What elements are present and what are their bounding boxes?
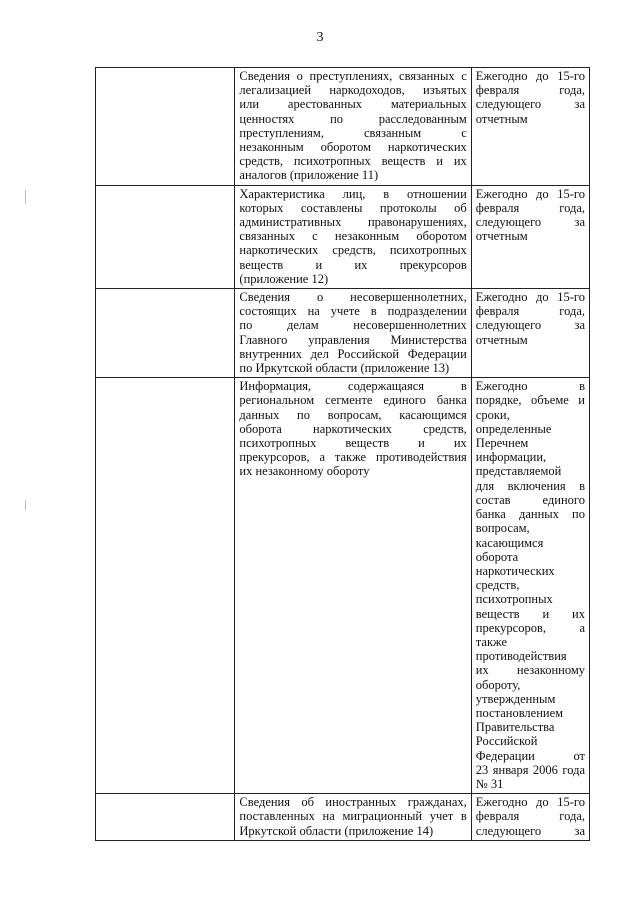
deadline-line: определенные: [475, 421, 552, 436]
deadline-line: № 31: [475, 776, 504, 791]
deadline-line: обороту,: [475, 677, 521, 692]
table-row: [96, 378, 590, 794]
deadline-line: касающимся: [475, 535, 544, 550]
description-line: веществ и их прекурсоров: [239, 257, 467, 272]
deadline-cell: [471, 68, 589, 186]
description-line: их незаконному обороту: [239, 464, 370, 479]
description-line: ценностях по расследованным: [239, 111, 467, 126]
description-cell: [235, 289, 471, 378]
deadline-line: наркотических: [475, 563, 555, 578]
description-line: связанных с незаконным оборотом: [239, 229, 467, 244]
description-line: Сведения о несовершеннолетних,: [239, 290, 467, 305]
deadline-line: утвержденным: [475, 691, 556, 706]
description-line: (приложение 12): [239, 271, 329, 286]
description-line: по делам несовершеннолетних: [239, 318, 467, 333]
reports-table: [95, 67, 590, 841]
margin-mark: [25, 500, 26, 510]
deadline-line: февраля года,: [475, 304, 585, 319]
deadline-line: Перечнем: [475, 436, 529, 451]
description-line: или арестованных материальных: [239, 97, 467, 112]
deadline-line: также: [475, 634, 508, 649]
deadline-line: февраля года,: [475, 809, 585, 824]
page-number: 3: [316, 30, 324, 45]
deadline-line: отчетным: [475, 229, 528, 244]
deadline-line: состав единого: [475, 492, 585, 507]
deadline-line: следующего за: [475, 318, 585, 333]
description-cell: [235, 68, 471, 186]
deadline-line: оборота: [475, 549, 519, 564]
deadline-line: банка данных по: [475, 507, 585, 522]
description-line: региональном сегменте единого банка: [239, 393, 467, 408]
deadline-line: отчетным: [475, 111, 528, 126]
description-line: Информация, содержащаяся в: [239, 379, 467, 394]
description-line: наркотических средств, психотропных: [239, 243, 467, 258]
description-line: Главного управления Министерства: [239, 332, 467, 347]
deadline-cell: [471, 794, 589, 841]
deadline-line: Российской: [475, 734, 538, 749]
description-line: Иркутской области (приложение 14): [239, 823, 434, 838]
description-cell: [235, 185, 471, 288]
description-line: внутренних дел Российской Федерации: [239, 346, 467, 361]
deadline-line: их незаконному: [475, 663, 585, 678]
empty-cell: [96, 794, 235, 841]
description-line: Сведения об иностранных гражданах,: [239, 795, 467, 810]
description-line: оборота наркотических средств,: [239, 421, 467, 436]
description-cell: [235, 794, 471, 841]
margin-mark: [25, 190, 26, 204]
deadline-line: Федерации от: [475, 748, 585, 763]
deadline-line: информации,: [475, 450, 547, 465]
description-line: Сведения о преступлениях, связанных с: [239, 69, 467, 83]
description-line: по Иркутской области (приложение 13): [239, 361, 450, 376]
deadline-line: Ежегодно в: [475, 379, 585, 394]
description-cell: [235, 378, 471, 794]
description-line: преступлениям, связанным с: [239, 125, 467, 140]
deadline-line: Ежегодно до 15-го: [475, 290, 585, 305]
description-line: незаконным оборотом наркотических: [239, 140, 467, 155]
deadline-line: Правительства: [475, 720, 555, 735]
description-line: прекурсоров, а также противодействия: [239, 450, 467, 465]
description-line: административных правонарушениях,: [239, 215, 467, 230]
deadline-line: веществ и их: [475, 606, 585, 621]
description-line: поставленных на миграционный учет в: [239, 809, 467, 824]
deadline-line: Ежегодно до 15-го: [475, 186, 585, 201]
deadline-cell: [471, 185, 589, 288]
deadline-line: вопросам,: [475, 521, 530, 536]
deadline-line: психотропных: [475, 592, 553, 607]
description-line: психотропных веществ и их: [239, 436, 467, 451]
empty-cell: [96, 289, 235, 378]
deadline-line: противодействия: [475, 649, 567, 664]
deadline-line: Ежегодно до 15-го: [475, 69, 585, 83]
empty-cell: [96, 185, 235, 288]
deadline-cell: [471, 378, 589, 794]
deadline-line: средств,: [475, 578, 520, 593]
description-line: состоящих на учете в подразделении: [239, 304, 467, 319]
empty-cell: [96, 68, 235, 186]
table-row: [96, 289, 590, 378]
deadline-line: следующего за: [475, 823, 585, 838]
description-line: средств, психотропных веществ и их: [239, 154, 467, 169]
deadline-line: представляемой: [475, 464, 562, 479]
deadline-line: февраля года,: [475, 83, 585, 98]
deadline-line: Ежегодно до 15-го: [475, 795, 585, 810]
deadline-line: февраля года,: [475, 200, 585, 215]
table-row: [96, 185, 590, 288]
description-line: аналогов (приложение 11): [239, 168, 379, 183]
deadline-line: порядке, объеме и: [475, 393, 585, 408]
description-line: данных по вопросам, касающимся: [239, 407, 467, 422]
table-row: [96, 794, 590, 841]
deadline-line: 23 января 2006 года: [475, 762, 585, 777]
deadline-line: следующего за: [475, 215, 585, 230]
deadline-line: сроки,: [475, 407, 510, 422]
deadline-line: следующего за: [475, 97, 585, 112]
description-line: которых составлены протоколы об: [239, 200, 467, 215]
deadline-cell: [471, 289, 589, 378]
empty-cell: [96, 378, 235, 794]
table-row: [96, 68, 590, 186]
deadline-line: постановлением: [475, 705, 564, 720]
description-line: Характеристика лиц, в отношении: [239, 186, 467, 201]
deadline-line: прекурсоров, а: [475, 620, 585, 635]
description-line: легализацией наркодоходов, изъятых: [239, 83, 467, 98]
deadline-line: отчетным: [475, 332, 528, 347]
deadline-line: для включения в: [475, 478, 585, 493]
